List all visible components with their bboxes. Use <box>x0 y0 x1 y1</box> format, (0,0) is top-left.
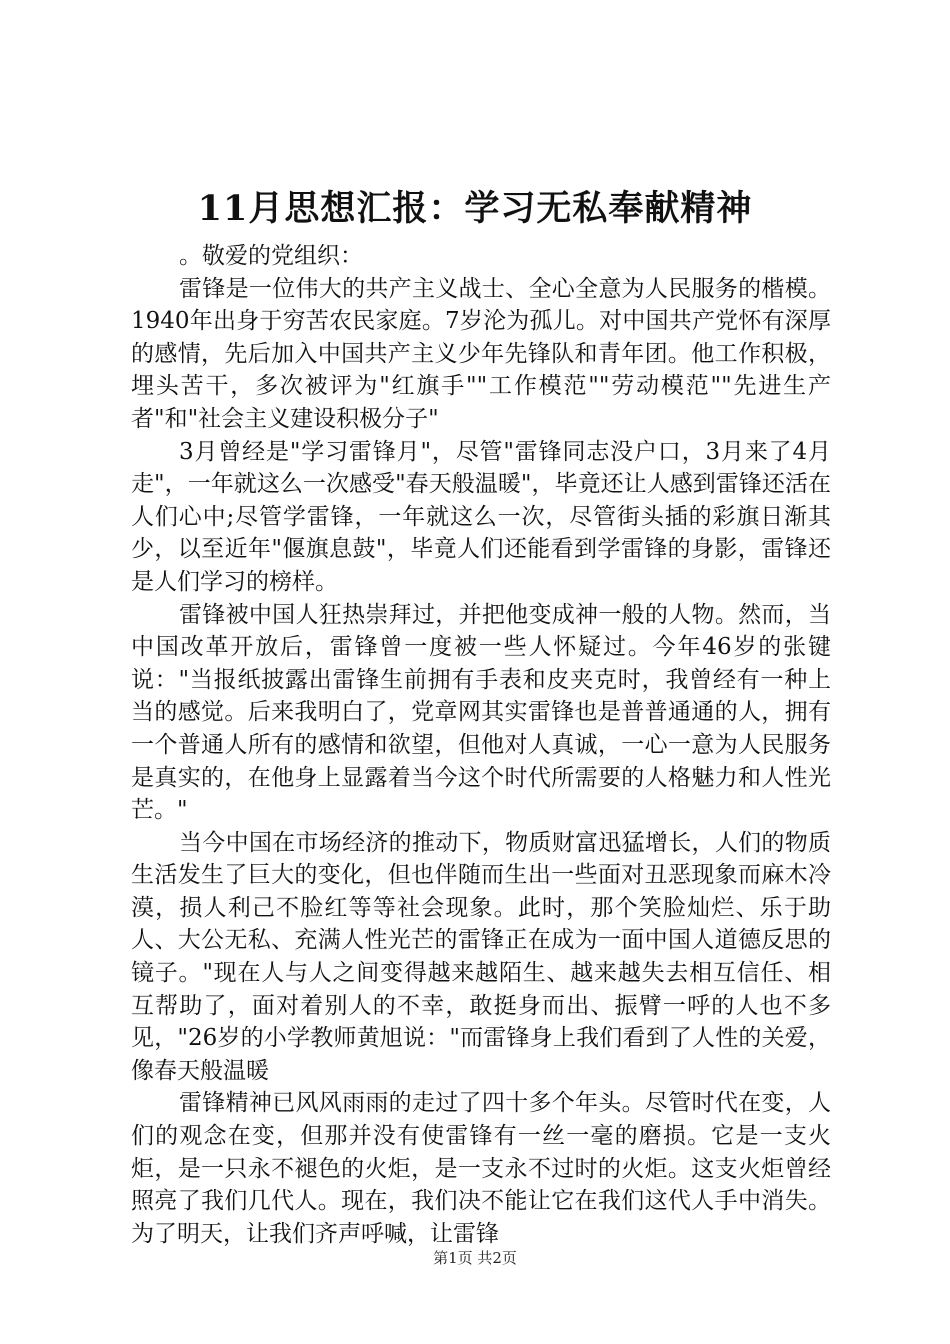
page-footer: 第1页 共2页 <box>433 1249 517 1267</box>
paragraph-2: 3月曾经是"学习雷锋月"，尽管"雷锋同志没户口，3月来了4月走"，一年就这么一次感受"春天般温暖"，毕竟还让人感到雷锋还活在人们心中;尽管学雷锋，一年就这么一次，尽管街头插的彩旗日渐其少，以至近年"偃旗息鼓"，毕竟人们还能看到学雷锋的身影，雷锋还是人们学习的榜样。 <box>131 438 831 595</box>
paragraph-3: 雷锋被中国人狂热崇拜过，并把他变成神一般的人物。然而，当中国改革开放后，雷锋曾一度被一些人怀疑过。今年46岁的张键说："当报纸披露出雷锋生前拥有手表和皮夹克时，我曾经有一种上当的感觉。后来我明白了，党章网其实雷锋也是普普通通的人，拥有一个普通人所有的感情和欲望，但他对人真诚，一心一意为人民服务是真实的，在他身上显露着当今这个时代所需要的人格魅力和人性光芒。" <box>131 601 831 824</box>
paragraph-4: 当今中国在市场经济的推动下，物质财富迅猛增长，人们的物质生活发生了巨大的变化，但也伴随而生出一些面对丑恶现象而麻木冷漠，损人利己不脸红等等社会现象。此时，那个笑脸灿烂、乐于助人、大公无私、充满人性光芒的雷锋正在成为一面中国人道德反思的镜子。"现在人与人之间变得越来越陌生、越来越失去相互信任、相互帮助了，面对着别人的不幸，敢挺身而出、振臂一呼的人也不多见，"26岁的小学教师黄旭说："而雷锋身上我们看到了人性的关爱，像春天般温暖 <box>131 829 831 1084</box>
salutation: 。敬爱的党组织： <box>179 243 363 269</box>
paragraph-1: 雷锋是一位伟大的共产主义战士、全心全意为人民服务的楷模。1940年出身于穷苦农民家庭。7岁沦为孤儿。对中国共产党怀有深厚的感情，先后加入中国共产主义少年先锋队和青年团。他工作积极，埋头苦干，多次被评为"红旗手""工作模范""劳动模范""先进生产者"和"社会主义建设积极分子" <box>131 275 831 432</box>
document-title: 11月思想汇报：学习无私奉献精神 <box>197 188 753 229</box>
paragraph-5: 雷锋精神已风风雨雨的走过了四十多个年头。尽管时代在变，人们的观念在变，但那并没有使雷锋有一丝一毫的磨损。它是一支火炬，是一只永不褪色的火炬，是一支永不过时的火炬。这支火炬曾经照亮了我们几代人。现在，我们决不能让它在我们这代人手中消失。为了明天，让我们齐声呼喊，让雷锋 <box>131 1090 831 1247</box>
document-body <box>131 240 831 1250</box>
